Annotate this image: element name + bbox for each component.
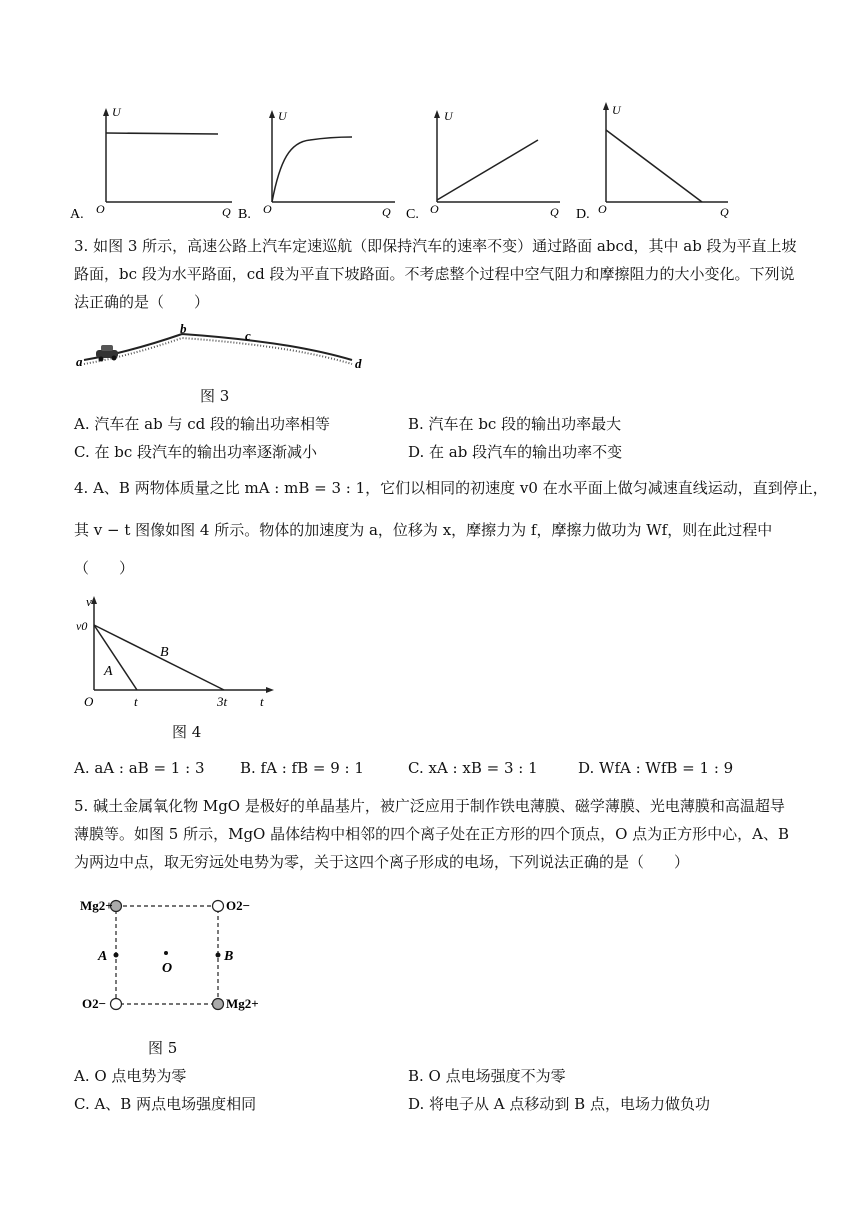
q4-line-b-label: B	[160, 645, 169, 660]
q4-v0-label: v0	[76, 619, 88, 633]
q5-crystal-svg	[76, 888, 276, 1023]
q4-line-a	[94, 625, 137, 690]
q3-option-b: B. 汽车在 bc 段的输出功率最大	[408, 415, 622, 433]
q2-b-q-label: Q	[382, 205, 391, 219]
q3-option-c: C. 在 bc 段汽车的输出功率逐渐减小	[74, 443, 318, 461]
q4-origin: O	[84, 694, 94, 709]
q2-d-q-label: Q	[720, 205, 729, 219]
q4-v-label: v	[86, 594, 92, 609]
q2-a-q-label: Q	[222, 205, 231, 219]
q2-c-u-label: U	[444, 109, 453, 123]
q5-mg-top-label: Mg2+	[80, 898, 113, 913]
q4-stem-line1: 4. A、B 两物体质量之比 mA : mB = 3 : 1，它们以相同的初速度 v0 在水平面上做匀减速直线运动，直到停止，	[74, 479, 828, 497]
q3-stem-line3: 法正确的是（ ）	[74, 293, 210, 311]
q3-road-svg	[70, 322, 370, 382]
q3-option-a: A. 汽车在 ab 与 cd 段的输出功率相等	[74, 415, 330, 433]
q5-square-figure	[76, 888, 276, 1023]
q2-a-origin: O	[96, 202, 105, 216]
q4-option-c: C. xA : xB = 3 : 1	[408, 759, 538, 777]
q3-stem-line1: 3. 如图 3 所示，高速公路上汽车定速巡航（即保持汽车的速率不变）通过路面 abcd，其中 ab 段为平直上坡	[74, 237, 797, 255]
q2-d-u-label: U	[612, 103, 621, 117]
q2-graph-a	[70, 105, 232, 222]
q5-o-bottom-label: O2−	[82, 996, 107, 1011]
q2-d-curve	[606, 130, 702, 202]
q5-mg-bottom-label: Mg2+	[226, 996, 259, 1011]
q3-point-d: d	[355, 356, 362, 371]
q4-option-d: D. WfA : WfB = 1 : 9	[578, 759, 734, 777]
q5-stem-line3: 为两边中点，取无穷远处电势为零，关于这四个离子形成的电场，下列说法正确的是（ ）	[74, 853, 690, 871]
q3-option-d: D. 在 ab 段汽车的输出功率不变	[408, 443, 623, 461]
q2-graph-c	[406, 109, 560, 222]
q3-road-surface	[84, 334, 352, 360]
q2-b-u-label: U	[278, 109, 287, 123]
q2-option-a: A.	[70, 207, 84, 222]
q2-graph-d	[576, 102, 729, 222]
q4-option-b: B. fA : fB = 9 : 1	[240, 759, 364, 777]
q5-option-c: C. A、B 两点电场强度相同	[74, 1095, 257, 1113]
q5-square	[116, 906, 218, 1004]
q5-stem-line2: 薄膜等。如图 5 所示，MgO 晶体结构中相邻的四个离子处在正方形的四个顶点，O 点为正方形中心，A、B	[74, 825, 790, 843]
q4-vt-graph	[74, 590, 284, 715]
q5-mg-bottom-right	[213, 999, 224, 1010]
q5-option-d: D. 将电子从 A 点移动到 B 点，电场力做负功	[408, 1095, 710, 1113]
q5-o-top-label: O2−	[226, 898, 251, 913]
q2-graph-row	[60, 100, 760, 225]
q5-option-b: B. O 点电场强度不为零	[408, 1067, 566, 1085]
q4-stem-line2: 其 v − t 图像如图 4 所示。物体的加速度为 a，位移为 x，摩擦力为 f，摩擦力做功为 Wf，则在此过程中	[74, 521, 773, 539]
q2-a-curve	[106, 133, 218, 134]
q3-point-a: a	[76, 354, 83, 369]
q5-option-a: A. O 点电势为零	[74, 1067, 187, 1085]
q4-3t-tick: 3t	[217, 694, 228, 709]
q4-option-a: A. aA : aB = 1 : 3	[74, 759, 205, 777]
q5-figure-caption: 图 5	[148, 1039, 178, 1057]
q4-line-a-label: A	[104, 664, 113, 679]
q5-stem-line1: 5. 碱土金属氧化物 MgO 是极好的单晶基片，被广泛应用于制作铁电薄膜、磁学薄膜、光电薄膜和高温超导	[74, 797, 785, 815]
q4-vt-svg	[74, 590, 284, 715]
q2-option-b: B.	[238, 207, 251, 222]
q5-center-label: O	[162, 961, 173, 976]
q3-point-b: b	[180, 322, 187, 336]
q2-b-curve	[272, 137, 352, 202]
q2-option-d: D.	[576, 207, 590, 222]
q4-figure-caption: 图 4	[172, 723, 202, 741]
q5-point-b-dot	[216, 953, 221, 958]
q2-b-origin: O	[263, 202, 272, 216]
q2-graph-b	[238, 109, 395, 222]
q5-center-dot	[164, 951, 168, 955]
q2-c-curve	[437, 140, 538, 200]
q3-figure-caption: 图 3	[200, 387, 230, 405]
q3-stem-line2: 路面，bc 段为水平路面，cd 段为平直下坡路面。不考虑整个过程中空气阻力和摩擦阻力的大小变化。下列说	[74, 265, 795, 283]
q5-point-a-label: A	[98, 949, 108, 964]
q2-option-c: C.	[406, 207, 419, 222]
q2-a-u-label: U	[112, 105, 121, 119]
q5-o-top-right	[213, 901, 224, 912]
q2-graphs-svg	[60, 100, 760, 225]
q5-point-a-dot	[114, 953, 119, 958]
q5-o-bottom-left	[111, 999, 122, 1010]
q4-t-tick: t	[134, 694, 138, 709]
q3-figure	[70, 322, 370, 382]
car-icon	[96, 345, 118, 362]
q4-stem-line3: （ ）	[74, 559, 135, 577]
q4-t-axis-label: t	[260, 694, 264, 709]
q5-point-b-label: B	[224, 949, 234, 964]
q3-point-c: c	[245, 328, 251, 343]
q2-c-origin: O	[430, 202, 439, 216]
q2-d-origin: O	[598, 202, 607, 216]
q4-line-b	[94, 625, 224, 690]
q2-c-q-label: Q	[550, 205, 559, 219]
